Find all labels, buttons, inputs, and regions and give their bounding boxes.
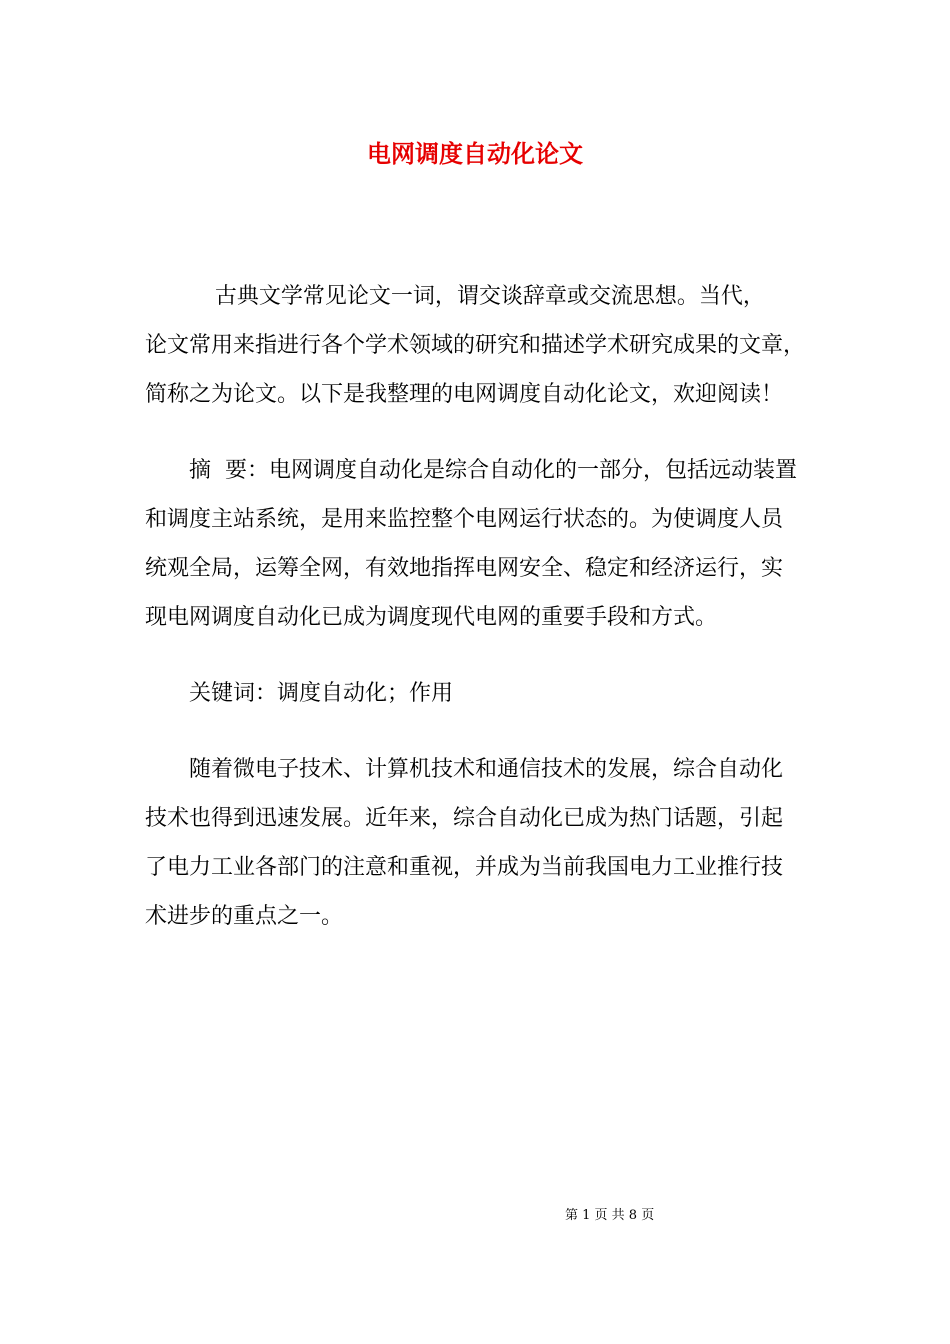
abstract-paragraph: [145, 446, 805, 642]
keywords-paragraph: [145, 669, 805, 718]
paragraph-line: 术进步的重点之一。: [145, 904, 344, 929]
paragraph-line: 论文常用来指进行各个学术领域的研究和描述学术研究成果的文章，: [145, 333, 806, 358]
paragraph-line: 关键词：调度自动化；作用: [145, 681, 454, 706]
paragraph-line: 简称之为论文。以下是我整理的电网调度自动化论文，欢迎阅读！: [145, 382, 784, 407]
paragraph-line: 技术也得到迅速发展。近年来，综合自动化已成为热门话题，引起: [145, 806, 784, 831]
paragraph-line: 随着微电子技术、计算机技术和通信技术的发展，综合自动化: [145, 757, 784, 782]
document-body: [145, 272, 805, 941]
paragraph-line: 和调度主站系统，是用来监控整个电网运行状态的。为使调度人员: [145, 507, 784, 532]
document-title: 电网调度自动化论文: [367, 139, 583, 168]
body-paragraph: [145, 745, 805, 941]
page-number-footer: 第 1 页 共 8 页: [565, 1208, 655, 1223]
intro-paragraph: [145, 272, 805, 419]
paragraph-line: 统观全局，运筹全网，有效地指挥电网安全、稳定和经济运行，实: [145, 556, 784, 581]
paragraph-line: 古典文学常见论文一词，谓交谈辞章或交流思想。当代，: [145, 284, 765, 309]
paragraph-line: 现电网调度自动化已成为调度现代电网的重要手段和方式。: [145, 605, 718, 630]
paragraph-line: 摘 要：电网调度自动化是综合自动化的一部分，包括远动装置: [145, 458, 797, 483]
paragraph-line: 了电力工业各部门的注意和重视，并成为当前我国电力工业推行技: [145, 855, 784, 880]
